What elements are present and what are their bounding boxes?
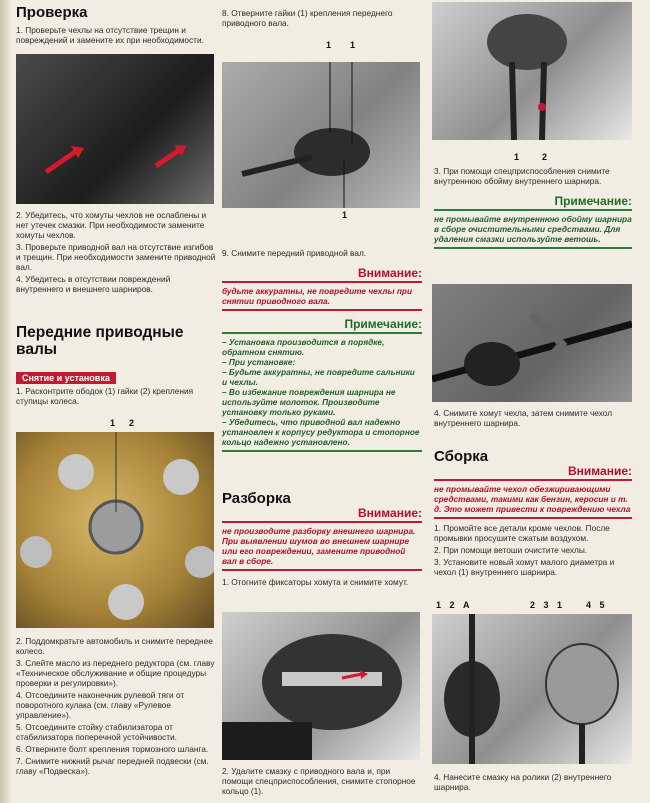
assembly-block	[434, 464, 632, 579]
paragraph: 4. Убедитесь в отсутствии повреждений внутреннего и внешнего шарниров.	[16, 274, 171, 294]
paragraph: 2. Убедитесь, что хомуты чехлов не ослаблены и нет утечек смазки. При необходимости замените хомуты чехлов.	[16, 210, 207, 240]
removal-steps	[16, 636, 216, 778]
warning-rule	[222, 521, 422, 523]
paragraph: 8. Отверните гайки (1) крепления переднего приводного вала.	[222, 8, 393, 28]
hub-nut-photo	[16, 432, 214, 628]
warning-rule	[222, 309, 422, 311]
paragraph: 2. Удалите смазку с приводного вала и, при помощи спецприспособления, снимите стопорное кольцо (1).	[222, 766, 416, 796]
disassembly-warning	[222, 506, 422, 589]
warning-text: будьте аккуратны, не повредите чехлы при снятии приводного вала.	[222, 286, 413, 306]
note-text: – Убедитесь, что приводной вал надежно установлен к корпусу редуктора и стопорное кольцо надежно установлено.	[222, 417, 420, 447]
warning-rule	[434, 479, 632, 481]
warning-title: Внимание:	[568, 464, 632, 478]
boot-removal-photo	[432, 284, 632, 402]
caption: 9. Снимите передний приводной вал.	[222, 248, 367, 258]
paragraph: 1. Проверьте чехлы на отсутствие трещин и повреждений и замените их при необходимости.	[16, 25, 204, 45]
caption: 3. При помощи спецприспособления снимите внутреннюю обойму внутреннего шарнира.	[434, 166, 610, 186]
warning-text: не промывайте чехол обезжиривающими средствами, такими как бензин, керосин и т. д. Это может привести к повреждению чехла	[434, 484, 631, 514]
paragraph: 7. Снимите нижний рычаг передней подвески (см. главу «Подвеска»).	[16, 756, 209, 776]
red-arrows-icon	[16, 54, 214, 204]
note-text: – Во избежание повреждения шарнира не используйте молоток. Производите установку только руками.	[222, 387, 396, 417]
figure-label-1: 1	[326, 40, 332, 50]
inner-race-removal-photo	[432, 2, 632, 140]
note-title: Примечание:	[554, 194, 632, 208]
subhead-label: Снятие и установка	[16, 372, 116, 384]
three-jaw-puller-icon	[432, 284, 632, 402]
paragraph: 2. При помощи ветоши очистите чехлы.	[434, 545, 588, 555]
paragraph: 3. Проверьте приводной вал на отсутствие изгибов и трещин. При необходимости замените приводной вал.	[16, 242, 216, 272]
note-text: – Установка производится в порядке, обратном снятию.	[222, 337, 385, 357]
paragraph: 3. Установите новый хомут малого диаметра и чехол (1) внутреннего шарнира.	[434, 557, 615, 577]
disassembly-title: Разборка	[222, 490, 291, 507]
note-rule	[222, 450, 422, 452]
figure-label-1c: 1	[342, 210, 348, 220]
figure-label-2: 2	[542, 152, 548, 162]
note-rule	[434, 209, 632, 211]
boot-install-photo	[432, 614, 632, 764]
wheel-studs-icon	[16, 432, 214, 628]
column-2	[222, 0, 422, 796]
warning-rule	[434, 517, 632, 519]
paragraph: 3. Слейте масло из переднего редуктора (см. главу «Техническое обслуживание и общие процедуры проверки и регулировки»).	[16, 658, 215, 688]
figure-label-1: 1	[514, 152, 520, 162]
check-title: Проверка	[16, 4, 88, 21]
paragraph: 1. Промойте все детали кроме чехлов. После промывки просушите сжатым воздухом.	[434, 523, 610, 543]
note-text: не промывайте внутреннюю обойму шарнира в сборе очистительными средствами. Для удаления смазки используйте ветошь.	[434, 214, 632, 244]
inspection-steps	[16, 210, 216, 296]
note-rule	[434, 247, 632, 249]
figure-labels-left: 1 2 А	[436, 600, 473, 610]
warning-rule	[222, 569, 422, 571]
warning-text: не производите разборку внешнего шарнира. При выявлении шумов во внешнем шарнире или его повреждении, замените приводной вал в сборе.	[222, 526, 416, 566]
figure-labels-right: 2 3 1	[530, 600, 566, 610]
puller-tool-icon	[432, 2, 632, 140]
paragraph: 1. Расконтрите ободок (1) гайки (2) крепления ступицы колеса.	[16, 386, 194, 406]
caption: 4. Нанесите смазку на ролики (2) внутреннего шарнира.	[434, 772, 612, 792]
figure-labels-far: 4 5	[586, 600, 608, 610]
front-driveshafts-title: Передние приводные валы	[16, 324, 184, 358]
warning-rule	[222, 281, 422, 283]
driveshaft-icon	[222, 62, 420, 208]
note-title: Примечание:	[344, 317, 422, 331]
caption: 4. Снимите хомут чехла, затем снимите чехол внутреннего шарнира.	[434, 408, 613, 428]
removal-subhead	[16, 368, 116, 386]
note-text: – Будьте аккуратны, не повредите сальники и чехлы.	[222, 367, 415, 387]
column-1	[16, 0, 216, 776]
figure-label-2: 2	[129, 418, 135, 428]
driveshaft-nuts-photo	[222, 62, 420, 208]
joint-assembly-icon	[432, 614, 632, 764]
boot-inspection-photo	[16, 54, 214, 204]
figure-label-1: 1	[110, 418, 116, 428]
paragraph: 1. Отогните фиксаторы хомута и снимите хомут.	[222, 577, 409, 587]
paragraph: 5. Отсоедините стойку стабилизатора от стабилизатора поперечной устойчивости.	[16, 722, 177, 742]
warning-title: Внимание:	[358, 266, 422, 280]
note-rule	[222, 332, 422, 334]
paragraph: 2. Поддомкратьте автомобиль и снимите переднее колесо.	[16, 636, 213, 656]
clamp-removal-photo	[222, 612, 420, 760]
paragraph: 4. Отсоедините наконечник рулевой тяги от поворотного кулака (см. главу «Рулевое управление»).	[16, 690, 185, 720]
step9-block	[222, 248, 422, 455]
page-spine-shadow	[0, 0, 12, 803]
assembly-title: Сборка	[434, 448, 489, 465]
boot-clamp-icon	[222, 612, 420, 760]
note-text: – При установке:	[222, 357, 296, 367]
paragraph: 6. Отверните болт крепления тормозного шланга.	[16, 744, 209, 754]
step3-block	[434, 166, 632, 252]
figure-label-1b: 1	[350, 40, 356, 50]
warning-title: Внимание:	[358, 506, 422, 520]
